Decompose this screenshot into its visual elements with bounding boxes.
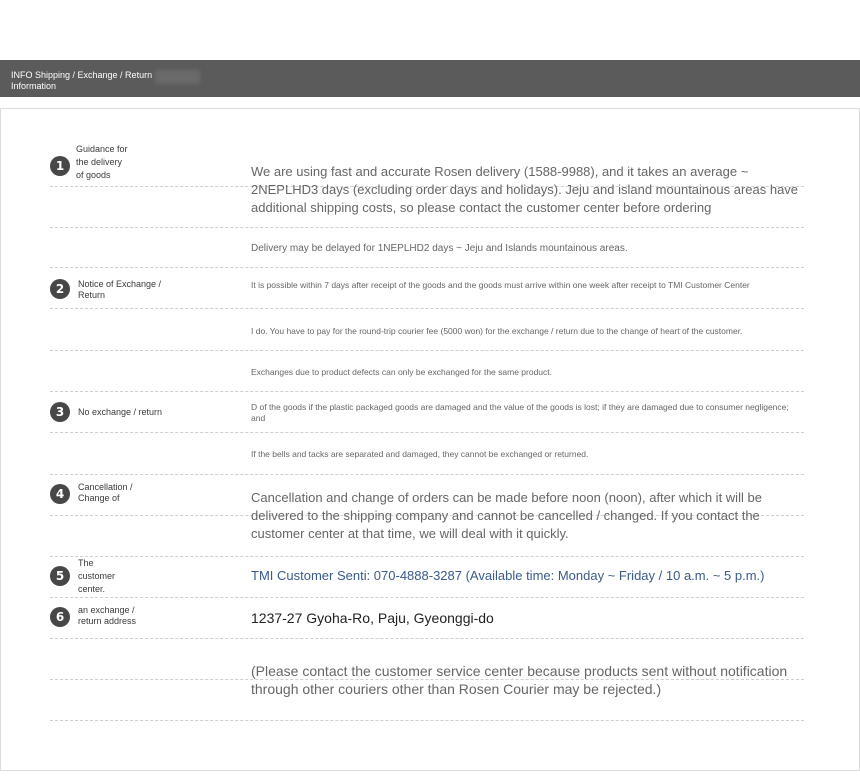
section-label-delivery: Guidance for the delivery of goods <box>76 144 128 180</box>
divider <box>50 391 804 392</box>
section-number-1: 1 <box>50 156 70 176</box>
divider <box>50 267 804 268</box>
cancel-text: Cancellation and change of orders can be made before noon (noon), after which it will be delivered to the shipping company and cannot be cancelled / changed. If you contact the customer center at that time, we will deal with it quickly. <box>251 490 762 541</box>
section-label-return-address: an exchange / return address <box>78 605 137 626</box>
no-exchange-text-1: D of the goods if the plastic packaged goods are damaged and the value of the goods is lost; if they are damaged due to consumer negligence; and <box>251 402 789 423</box>
header-blur-decoration <box>155 70 200 84</box>
divider <box>50 432 804 433</box>
section-number-2: 2 <box>50 279 70 299</box>
customer-center-text: TMI Customer Senti: 070-4888-3287 (Available time: Monday ~ Friday / 10 a.m. ~ 5 p.m.) <box>251 568 765 583</box>
exchange-text-2: I do. You have to pay for the round-trip courier fee (5000 won) for the exchange / return due to the change of heart of the customer. <box>251 326 743 336</box>
divider <box>50 720 804 721</box>
divider <box>50 474 804 475</box>
divider <box>50 597 804 598</box>
section-label-cancellation: Cancellation / Change of <box>78 482 133 503</box>
exchange-text-1: It is possible within 7 days after receipt of the goods and the goods must arrive within one week after receipt to TMI Customer Center <box>251 280 750 290</box>
section-number-3: 3 <box>50 402 70 422</box>
divider <box>50 308 804 309</box>
section-number-5: 5 <box>50 566 70 586</box>
delivery-delay-text: Delivery may be delayed for 1NEPLHD2 days ~ Jeju and Islands mountainous areas. <box>251 243 628 254</box>
section-label-exchange: Notice of Exchange / Return <box>78 279 162 300</box>
section-label-no-exchange: No exchange / return <box>78 407 163 417</box>
section-number-6: 6 <box>50 607 70 627</box>
divider <box>50 350 804 351</box>
delivery-main-text: We are using fast and accurate Rosen delivery (1588-9988), and it takes an average ~ 2NEPLHD3 days (excluding order days and holidays). Jeju and island mountainous areas have additional shipping costs, so please contact the customer center before ordering <box>251 164 799 215</box>
section-label-customer-center: The customer center. <box>78 558 116 594</box>
no-exchange-text-2: If the bells and tacks are separated and damaged, they cannot be exchanged or returned. <box>251 449 589 459</box>
header-title: INFO Shipping / Exchange / Return Information <box>11 70 153 91</box>
header-bar <box>0 60 860 97</box>
return-address-text: 1237-27 Gyoha-Ro, Paju, Gyeonggi-do <box>251 610 494 626</box>
address-note-text: (Please contact the customer service center because products sent without notification through other couriers other than Rosen Courier may be rejected.) <box>251 663 788 697</box>
divider <box>50 638 804 639</box>
section-number-4: 4 <box>50 484 70 504</box>
divider <box>50 556 804 557</box>
exchange-text-3: Exchanges due to product defects can only be exchanged for the same product. <box>251 367 552 377</box>
divider <box>50 227 804 228</box>
